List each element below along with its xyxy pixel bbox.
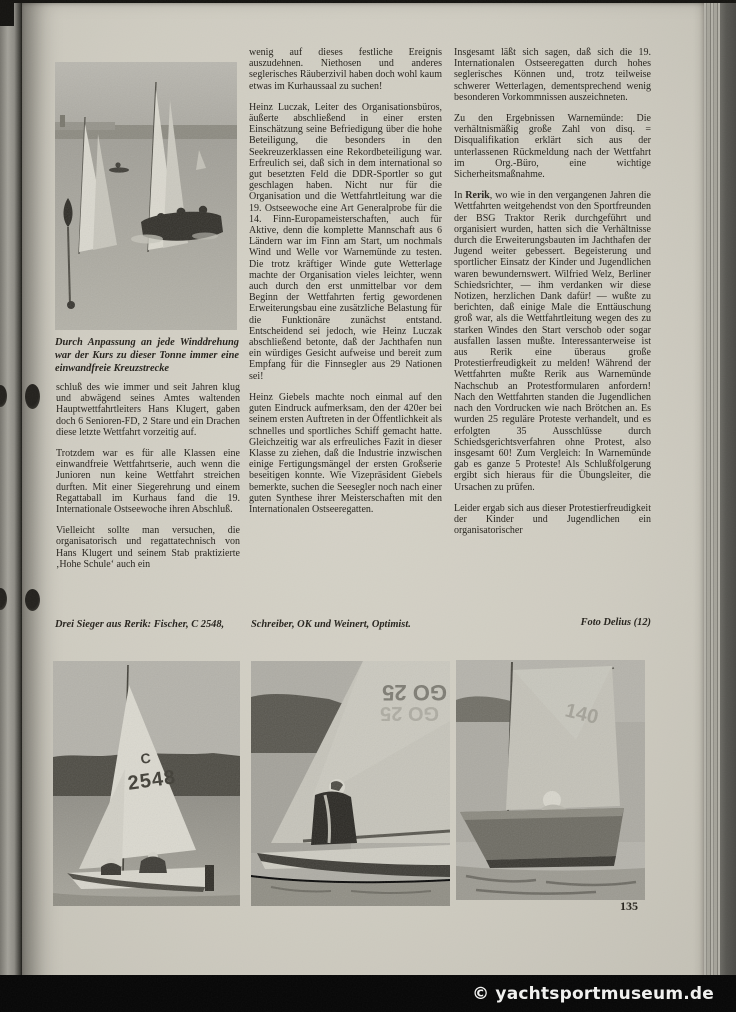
watermark-bar: [0, 975, 736, 1012]
paragraph: schluß des wie immer und seit Jahren klug und abwägend seines Amtes waltenden Hauptwettfahrtleiters Hans Klugert, gaben doch 6 Senioren-FD, 2 Stare und ein Drachen diese letzte Wettfahrt vorzeitig auf.: [56, 382, 240, 438]
text-column-2: [249, 47, 442, 525]
bottom-caption-middle: Schreiber, OK und Weinert, Optimist.: [251, 619, 411, 630]
paragraph: Vielleicht sollte man versuchen, die organisatorisch und regattatechnisch von Hans Klugert und seinem Stab praktizierte ‚Hohe Schule‘ auch ein: [56, 525, 240, 570]
paragraph-text: , wo wie in den vergangenen Jahren die Wettfahrten weitgehendst von den Sportfreunden der BSG Traktor Rerik durchgeführt und organisiert wurden, hatten sich die Verhältnisse durch die Erweiterungsbauten im Jachthafen der Jugend weiter gebessert. Begeisterung und sportlicher Einsatz der Kinder und Jugendlichen waren bewundernswert. Wilfried Welz, Berliner Schiedsrichter, — ihm verdanken wir diese Notizen, herzlichen Dank dafür! — wußte zu berichten, daß einige Male die Enttäuschung groß war, als die Wettfahrtleitung wegen des zu starken Windes den Start verschob oder sogar ausfallen lassen mußte. Interessanterweise ist aus Rerik eine überaus große Protestierfreudigkeit zu melden! Während der Wettfahrten mußte Rerik aus Warnemünde Nachschub an Protestformularen anfordern! Nach den Wettfahrten standen die Jugendlichen nach den Vordrucken wie nach Brötchen an. Es wurden 25 reguläre Proteste verhandelt, und es erfolgten 35 Ausschlüsse durch Schiedsgerichtsverfahren ohne Protest, also insgesamt 60! Zum Vergleich: In Warnemünde gab es ganze 5 Proteste! Als Schlußfolgerung ergibt sich hieraus für die Übungsleiter, die Ursachen zu prüfen.: [454, 190, 651, 493]
sail-number: 2548: [126, 766, 178, 795]
place-name-rerik: Rerik: [465, 190, 490, 202]
paragraph: Heinz Luczak, Leiter des Organisationsbüros, äußerte abschließend in einer ersten Einschätzung seine Befriedigung über die hohe Beteiligung, die besonders in den Seekreuzerklassen eine Rekordbeteiligung war. Erfreulich sei, daß sich in dem international so gut besetzten Feld die DDR-Sportler so gut geschlagen haben. Nicht nur für die Organisation und die Wettfahrtleitung war die 19. Ostseewoche eine Art Generalprobe für die 14. Finn-Europameisterschaften, auch für Aktive, denn die komplette Mannschaft aus 6 Ländern war im Finn am Start, um nochmals Wind und Welle vor Warnemünde zu testen. Die trotz kräftiger Winde gute Wetterlage machte der Organisation vieles leichter, wenn auch durch den erst unmittelbar vor dem Beginn der Wettfahrten fertig gewordenen Erweiterungsbau eine zusätzliche Belastung für die Funktionäre zunächst entstand. Entscheidend sei jedoch, wie Heinz Luczak abschließend betonte, daß der Jachthafen nun ein würdiges Gesicht aufweise und bereit zum Empfang für die Finnsegler aus 29 Nationen sei!: [249, 101, 442, 382]
bottom-caption-left: Drei Sieger aus Rerik: Fischer, C 2548,: [55, 619, 225, 630]
sail-number-ghost: GO 25: [380, 702, 439, 724]
paragraph: Insgesamt läßt sich sagen, daß sich die 19. Internationalen Ostseeregatten durch hohes seglerisches Können und, trotz teilweise schwerer Wetterlagen, dementsprechend wenig besonderen Vorkommnissen auszeichneten.: [454, 47, 651, 103]
text-column-1: [56, 382, 240, 580]
paragraph: Leider ergab sich aus dieser Protestierfreudigkeit der Kinder und Jugendlichen ein organisatorischer: [454, 502, 651, 537]
top-photo-sailboats-at-buoy: [55, 62, 237, 330]
bottom-photo-optimist: [456, 660, 645, 900]
watermark-text: © yachtsportmuseum.de: [472, 983, 714, 1004]
paragraph: wenig auf dieses festliche Ereignis auszudehnen. Niethosen und anderes seglerisches Räuberzivil haben doch wohl kaum etwas im Kurhaussaal zu suchen!: [249, 47, 442, 92]
photo-credit: Foto Delius (12): [580, 617, 651, 628]
sail-number-mirrored: GO 25: [382, 680, 447, 705]
bottom-photo-ok-dinghy: [251, 661, 450, 906]
paragraph: Trotzdem war es für alle Klassen eine einwandfreie Wettfahrtserie, auch wenn die Junioren nun keine Wettfahrt streichen durften. Mit einer Siegerehrung und einem Regattaball im Kurhaus fand die 19. Internationale Ostseewoche ihren Abschluß.: [56, 448, 240, 516]
sail-number-faint: 140: [562, 699, 601, 729]
paragraph: Zu den Ergebnissen Warnemünde: Die verhältnismäßig große Zahl von disq. = Disqualifikation erklärt sich aus der unterlassenen Rückmeldung nach der Wettfahrt im Org.-Büro, eine wichtige Sicherheitsmaßnahme.: [454, 113, 651, 181]
paragraph-text: In: [454, 190, 466, 202]
sail-class-letter: C: [139, 749, 152, 767]
bottom-photo-fd-c2548: [53, 661, 240, 906]
paragraph: [454, 190, 651, 492]
page-number: 135: [620, 899, 638, 913]
paragraph: Heinz Giebels machte noch einmal auf den guten Eindruck aufmerksam, den der 420er bei seinem ersten Auftreten in der Öffentlichkeit als schnelles und sportliches Schiff gemacht hatte. Gleichzeitig war als erfreuliches Fazit in dieser Klasse zu ziehen, daß die Industrie inzwischen einige Fertigungsmängel der ersten Großserie beseitigen konnte. Wie Vizepräsident Giebels bemerkte, suchen die Seesegler noch nach einer guten Synthese ihrer Meisterschaften mit den Internationalen Ostseeregatten.: [249, 391, 442, 515]
text-column-3: [454, 47, 651, 546]
top-photo-caption: Durch Anpassung an jede Winddrehung war der Kurs zu dieser Tonne immer eine einwandfreie Kreuzstrecke: [55, 337, 239, 374]
